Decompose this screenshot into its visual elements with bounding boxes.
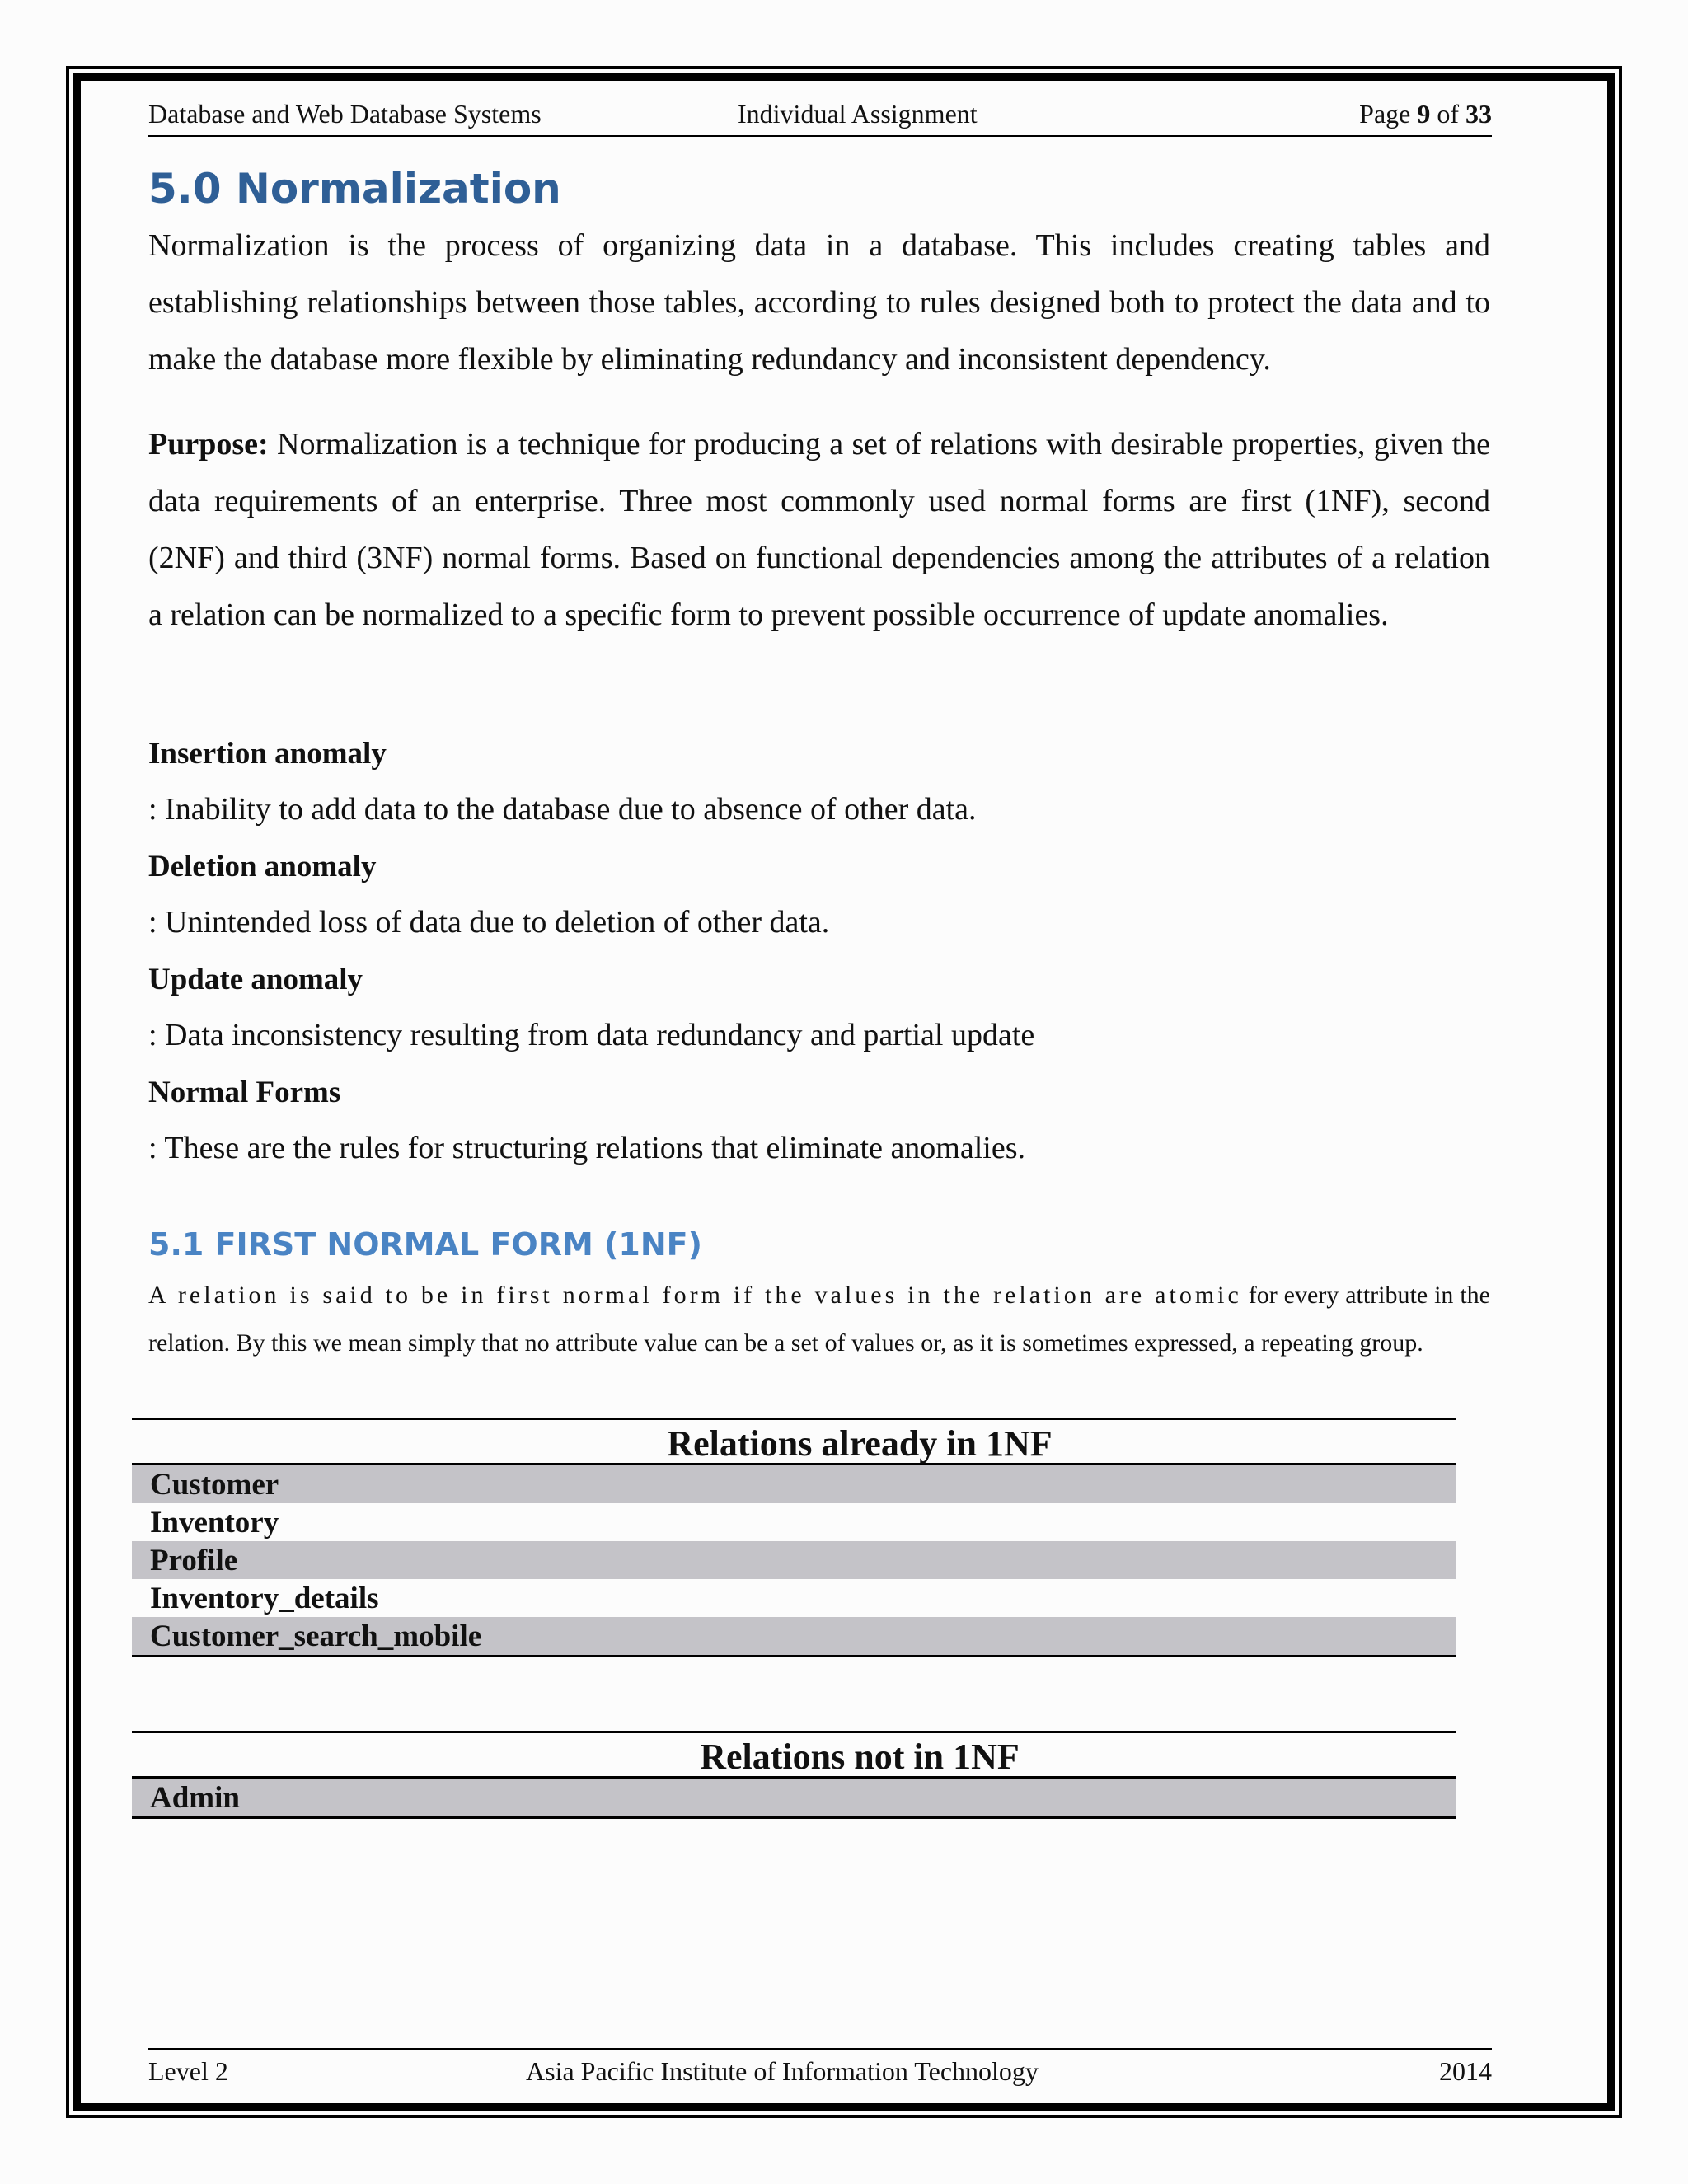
table-row: Inventory_details <box>150 1582 379 1615</box>
purpose-label: Purpose: <box>148 427 269 462</box>
footer-year: 2014 <box>1439 2056 1492 2086</box>
1nf-definition <box>148 1272 1490 1367</box>
table-row: Customer_search_mobile <box>132 1617 1456 1655</box>
1nf-definition-rest: for every attribute in the relation. By this we mean simply that no attribute value can be a set of values or, as it is sometimes expressed, a repeating group. <box>148 1282 1490 1357</box>
header-page-number: Page 9 of 33 <box>1359 99 1492 129</box>
definition-term: Normal Forms <box>148 1076 341 1109</box>
definition-term: Deletion anomaly <box>148 850 377 883</box>
purpose-text: Normalization is a technique for producing a set of relations with desirable properties, given the data requirements of an enterprise. Three most commonly used normal forms are first (1NF), second (2NF) and third (3NF) normal forms. Based on functional dependencies among the attributes of a relation a relation can be normalized to a specific form to prevent possible occurrence of update anomalies. <box>148 427 1490 632</box>
header-course: Database and Web Database Systems <box>148 99 542 129</box>
table-row: Admin <box>132 1779 1456 1816</box>
definition-term: Insertion anomaly <box>148 737 387 771</box>
table-row: Inventory <box>150 1506 279 1540</box>
footer-institute: Asia Pacific Institute of Information Technology <box>526 2056 1039 2086</box>
table-heading: Relations already in 1NF <box>132 1420 1456 1465</box>
definition-text: : Unintended loss of data due to deletion of other data. <box>148 905 830 940</box>
definition-term: Update anomaly <box>148 963 363 996</box>
1nf-definition-spaced: A relation is said to be in first normal form if the values in the relation are atomic <box>148 1282 1242 1309</box>
table-row: Profile <box>132 1541 1456 1579</box>
section-title: 5.0 Normalization <box>148 165 561 213</box>
relations-in-1nf-table <box>132 1418 1456 1657</box>
header-assignment: Individual Assignment <box>738 99 978 129</box>
definition-text: : These are the rules for structuring relations that eliminate anomalies. <box>148 1131 1025 1165</box>
purpose-paragraph <box>148 416 1490 644</box>
intro-paragraph: Normalization is the process of organizing data in a database. This includes creating tables and establishing relationships between those tables, according to rules designed both to protect the data and to make the database more flexible by eliminating redundancy and inconsistent dependency. <box>148 228 1490 377</box>
definition-text: : Inability to add data to the database due to absence of other data. <box>148 792 977 827</box>
page-footer <box>148 2048 1492 2088</box>
definition-text: : Data inconsistency resulting from data redundancy and partial update <box>148 1018 1035 1052</box>
subsection-title: 5.1 FIRST NORMAL FORM (1NF) <box>148 1226 702 1263</box>
page-header <box>148 96 1492 137</box>
table-heading: Relations not in 1NF <box>132 1733 1456 1779</box>
table-row: Customer <box>132 1465 1456 1503</box>
relations-not-1nf-table <box>132 1731 1456 1819</box>
footer-level: Level 2 <box>148 2056 228 2086</box>
